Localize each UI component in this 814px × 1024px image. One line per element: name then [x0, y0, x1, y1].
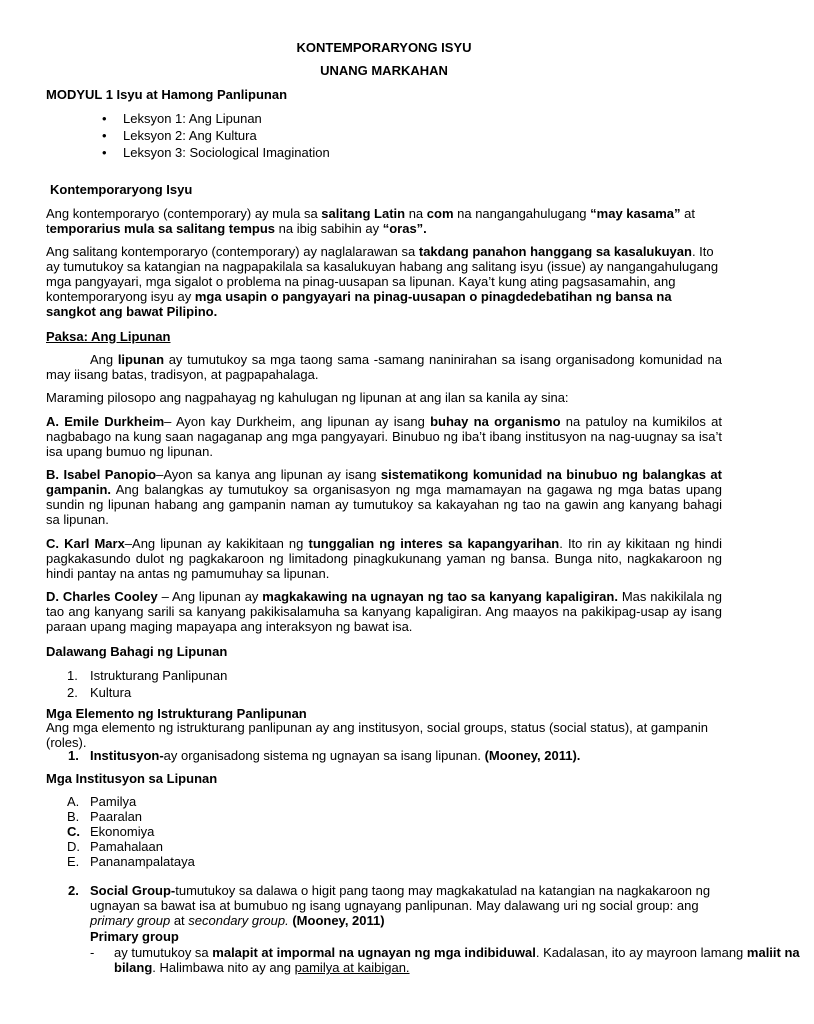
lesson-item: • Leksyon 2: Ang Kultura [46, 128, 722, 145]
lesson-item: • Leksyon 3: Sociological Imagination [46, 145, 722, 162]
paragraph-marx: C. Karl Marx–Ang lipunan ay kakikitaan ng tunggalian ng interes sa kapangyarihan. Ito rin ay kikitaan ng hindi pagkakasundo dulot ng pagkakaroon ng limitadong pinagkukunang yaman ng bansa. Bunga nito, nagkakaroon ng hindi pantay na antas ng pamumuhay sa lipunan. [46, 536, 722, 581]
paragraph-cooley: D. Charles Cooley – Ang lipunan ay magkakawing na ugnayan ng tao sa kanyang kapaligiran. Mas nakikilala ng tao ang kanyang sarili sa kanyang pakikisalamuha sa kanyang kapaligiran. Ang maayos na pakikipag-usap ay isang paraan upang maging mapayapa ang interaksyon ng bawat isa. [46, 589, 723, 634]
list-item: B. Paaralan [67, 809, 143, 824]
section-heading-kontemporaryo: Kontemporaryong Isyu [50, 182, 193, 197]
module-heading: MODYUL 1 Isyu at Hamong Panlipunan [46, 87, 288, 102]
list-item-institusyon: 1. Institusyon-ay organisadong sistema ng ugnayan sa isang lipunan. (Mooney, 2011). [68, 748, 581, 763]
section-heading-elemento: Mga Elemento ng Istrukturang Panlipunan [46, 706, 307, 721]
paragraph-durkheim: A. Emile Durkheim– Ayon kay Durkheim, ang lipunan ay isang buhay na organismo na patuloy na kumikilos at nagbabago na kung saan nagaganap ang mga pangyayari. Binubuo ng iba’t ibang institusyon na nag-uugnay sa isa’t isa upang bumuo ng lipunan. [46, 414, 722, 459]
lesson-list [46, 111, 722, 162]
lesson-item: • Leksyon 1: Ang Lipunan [46, 111, 722, 128]
topic-heading: Paksa: Ang Lipunan [46, 329, 171, 344]
list-item: 2. Kultura [67, 685, 132, 700]
paragraph-kontemporaryo-definition: Ang salitang kontemporaryo (contemporary) ay naglalarawan sa takdang panahon hanggang sa kasalukuyan. Ito ay tumutukoy sa katangian na nagpapakilala sa kasalukuyan habang ang salitang isyu (issue) ay nangangahulugang mga pangyayari, mga sigalot o problema na pinag-uusapan sa lipunan. Kaya’t kung ating pagsasamahin, ang kontemporaryong isyu ay mga usapin o pangyayari na pinag-uusapan o pinagdedebatihan ng bansa na sangkot ang bawat Pilipino. [46, 244, 719, 319]
list-item: D. Pamahalaan [67, 839, 163, 854]
document-title: KONTEMPORARYONG ISYU [296, 40, 472, 55]
list-item: C. Ekonomiya [67, 824, 155, 839]
paragraph-elemento: Ang mga elemento ng istrukturang panlipunan ay ang institusyon, social groups, status (social status), at gampanin (roles). [46, 720, 708, 750]
list-item: A. Pamilya [67, 794, 137, 809]
institusyon-list [46, 794, 722, 869]
paragraph-lipunan: Ang lipunan ay tumutukoy sa mga taong sama -samang naninirahan sa isang organisadong komunidad na may iisang batas, tradisyon, at pagpapahalaga. [46, 352, 723, 382]
list-item-social-group: 2. Social Group-tumutukoy sa dalawa o higit pang taong may magkakatulad na katangian na nagkakaroon ng ugnayan sa bawat isa at bumubuo ng isang ugnayang panlipunan. May dalawang uri ng social group: ang primary group at secondary group. (Mooney, 2011) [68, 883, 711, 928]
paragraph-kontemporaryo-origin: Ang kontemporaryo (contemporary) ay mula sa salitang Latin na com na nangangahulugang “may kasama” at temporarius mula sa salitang tempus na ibig sabihin ay “oras”. [46, 206, 695, 236]
section-heading-institusyon: Mga Institusyon sa Lipunan [46, 771, 218, 786]
subheading-primary-group: Primary group [90, 929, 179, 944]
document-subtitle: UNANG MARKAHAN [320, 63, 448, 78]
paragraph-panopio: B. Isabel Panopio–Ayon sa kanya ang lipunan ay isang sistematikong komunidad na binubuo ng balangkas at gampanin. Ang balangkas ay tumutukoy sa organisasyon ng mga mamamayan na gagawa ng mga batas upang sundin ng lipunan habang ang gampanin naman ay tumutukoy sa kakayahan ng tao na gawin ang kanyang bahagi sa lipunan. [46, 467, 722, 527]
paragraph-pilosopo: Maraming pilosopo ang nagpahayag ng kahulugan ng lipunan at ang ilan sa kanila ay sina: [46, 390, 569, 405]
list-item: E. Pananampalataya [67, 854, 195, 869]
section-heading-bahagi: Dalawang Bahagi ng Lipunan [46, 644, 228, 659]
paragraph-primary-group: - ay tumutukoy sa malapit at impormal na ugnayan ng mga indibiduwal. Kadalasan, ito ay mayroon lamang maliit na bilang. Halimbawa nito ay ang pamilya at kaibigan. [90, 945, 800, 975]
bahagi-list [46, 668, 722, 700]
list-item: 1. Istrukturang Panlipunan [67, 668, 228, 683]
